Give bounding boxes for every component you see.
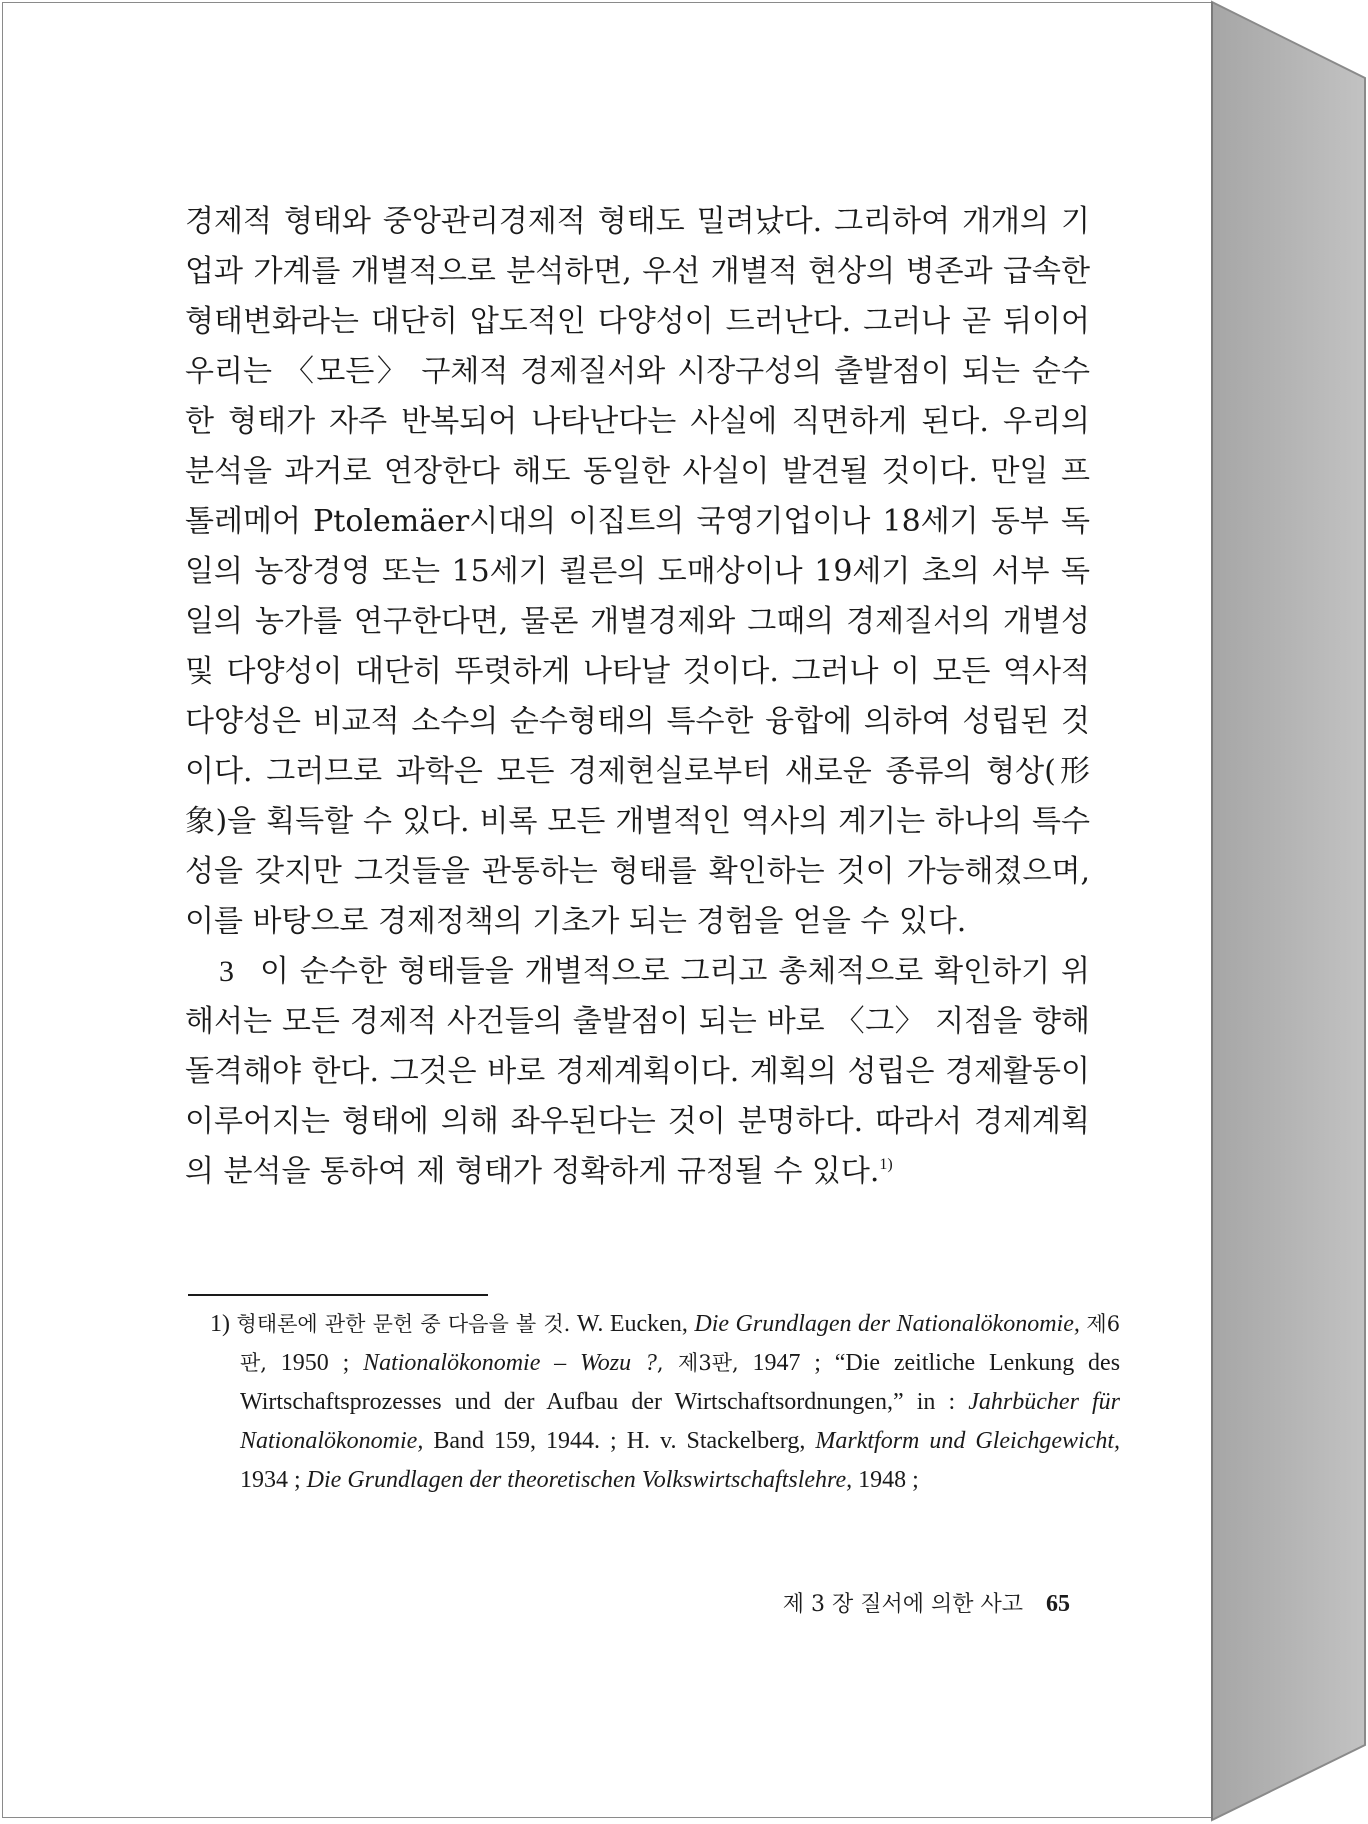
footnote-title-4: Die Grundlagen der theoretischen Volkswirtschaftslehre, bbox=[306, 1467, 853, 1493]
paragraph-2-text: 이 순수한 형태들을 개별적으로 그리고 총체적으로 확인하기 위해서는 모든 경제적 사건들의 출발점이 되는 바로 〈그〉 지점을 향해 돌격해야 한다. 그것은 바로 경제계획이다. 계획의 성립은 경제활동이 이루어지는 형태에 의해 좌우된다는 것이 분명하다. 따라서 경제계획의 분석을 통하여 제 형태가 정확하게 규정될 수 있다. bbox=[185, 954, 1090, 1189]
footnote-article-1: “Die zeitliche Lenkung des Wirtschaftsprozesses und der Aufbau der Wirtschaftsordnungen,” bbox=[240, 1350, 1121, 1415]
section-number: 3 bbox=[219, 955, 234, 988]
footnote-volume-1: Band 159, 1944. ; bbox=[433, 1428, 617, 1454]
footnote-title-2: Nationalökonomie – Wozu ? bbox=[363, 1350, 657, 1376]
paragraph-2 bbox=[185, 947, 1090, 1197]
body-text bbox=[185, 197, 1090, 1197]
footer-chapter-title: 제 3 장 질서에 의한 사고 bbox=[782, 1592, 1023, 1617]
footnote-title-1: Die Grundlagen der Nationalökonomie, bbox=[694, 1311, 1080, 1337]
footnote-year-1: 1950 ; bbox=[280, 1350, 350, 1376]
footnote-author-2: H. v. Stackelberg, bbox=[626, 1428, 806, 1454]
footnote-intro: 형태론에 관한 문헌 중 다음을 볼 것. bbox=[236, 1312, 571, 1336]
footnote-marker: 1) bbox=[210, 1311, 230, 1337]
footnote-edition-2: , 제3판, bbox=[656, 1351, 739, 1375]
running-footer bbox=[730, 1587, 1070, 1618]
footnote-reference: 1) bbox=[879, 1156, 893, 1173]
footnote-divider bbox=[188, 1294, 488, 1296]
footnote-in-label: in : bbox=[916, 1389, 956, 1415]
page-number: 65 bbox=[1046, 1591, 1070, 1617]
footnote-author-1: W. Eucken, bbox=[576, 1311, 688, 1337]
footnote-year-2: 1947 ; bbox=[752, 1350, 821, 1376]
footnote-year-3: 1934 ; bbox=[240, 1467, 301, 1493]
footnote-journal-1: Jahrbücher für Nationalökonomie, bbox=[240, 1389, 1121, 1454]
footnote-title-3: Marktform und Gleichgewicht, bbox=[815, 1428, 1121, 1454]
footnote-year-4: 1948 ; bbox=[858, 1467, 919, 1493]
paragraph-1-text: 경제적 형태와 중앙관리경제적 형태도 밀려났다. 그리하여 개개의 기업과 가계를 개별적으로 분석하면, 우선 개별적 현상의 병존과 급속한 형태변화라는 대단히 압도적인 다양성이 드러난다. 그러나 곧 뒤이어 우리는 〈모든〉 구체적 경제질서와 시장구성의 출발점이 되는 순수한 형태가 자주 반복되어 나타난다는 사실에 직면하게 된다. 우리의 분석을 과거로 연장한다 해도 동일한 사실이 발견될 것이다. 만일 프톨레메어 Ptolemäer시대의 이집트의 국영기업이나 18세기 동부 독일의 농장경영 또는 15세기 쾰른의 도매상이나 19세기 초의 서부 독일의 농가를 연구한다면, 물론 개별경제와 그때의 경제질서의 개별성 및 다양성이 대단히 뚜렷하게 나타날 것이다. 그러나 이 모든 역사적 다양성은 비교적 소수의 순수형태의 특수한 융합에 의하여 성립된 것이다. 그러므로 과학은 모든 경제현실로부터 새로운 종류의 형상(形象)을 획득할 수 있다. 비록 모든 개별적인 역사의 계기는 하나의 특수성을 갖지만 그것들을 관통하는 형태를 확인하는 것이 가능해졌으며, 이를 바탕으로 경제정책의 기초가 되는 경험을 얻을 수 있다. bbox=[185, 204, 1090, 939]
paragraph-1 bbox=[185, 197, 1090, 947]
footnote-edition-1: 제6판, bbox=[240, 1312, 1121, 1375]
footnote bbox=[210, 1305, 1120, 1500]
